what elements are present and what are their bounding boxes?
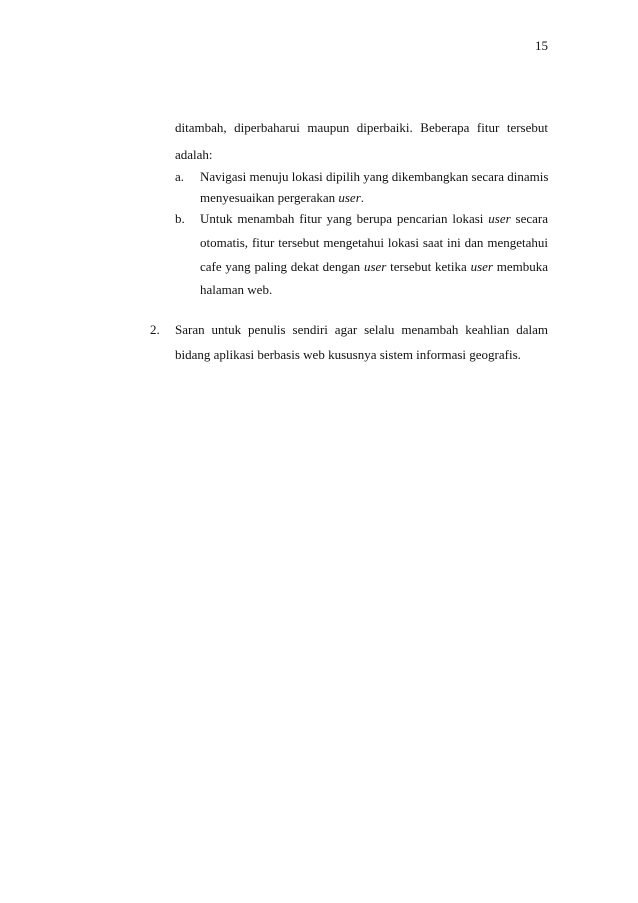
page-number: 15 <box>535 38 548 53</box>
list-item-2-line: Saran untuk penulis sendiri agar selalu menambah keahlian dalam <box>175 322 548 337</box>
list-item-b-line: otomatis, fitur tersebut mengetahui lokasi saat ini dan mengetahui <box>200 235 548 250</box>
list-marker-b: b. <box>175 211 185 226</box>
list-item-a-line: menyesuaikan pergerakan user. <box>200 190 365 205</box>
list-marker-2: 2. <box>150 322 160 337</box>
list-item-b-line: Untuk menambah fitur yang berupa pencarian lokasi user secara <box>200 211 548 226</box>
list-item-2-line: bidang aplikasi berbasis web kususnya sistem informasi geografis. <box>175 347 521 362</box>
list-item-b-line: cafe yang paling dekat dengan user tersebut ketika user membuka <box>200 259 549 274</box>
list-item-a-line: Navigasi menuju lokasi dipilih yang dikembangkan secara dinamis <box>200 169 549 184</box>
paragraph-line: ditambah, diperbaharui maupun diperbaiki. Beberapa fitur tersebut <box>175 120 548 135</box>
list-marker-a: a. <box>175 169 185 184</box>
paragraph-line: adalah: <box>175 147 213 162</box>
list-item-b-line: halaman web. <box>200 282 273 297</box>
